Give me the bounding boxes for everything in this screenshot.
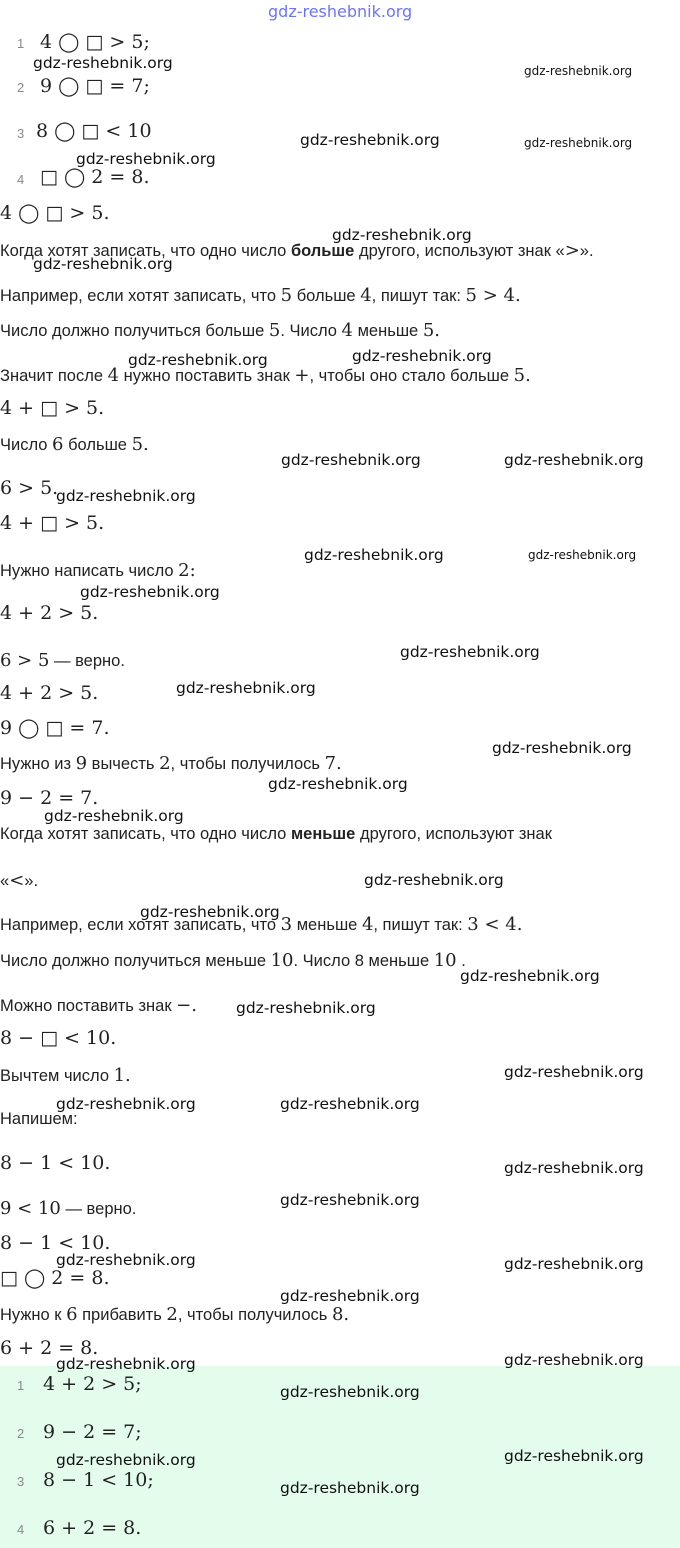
answer-number: 1 xyxy=(17,1378,25,1393)
watermark: gdz-reshebnik.org xyxy=(236,999,376,1017)
solution-line: 6 + 2 = 8. xyxy=(0,1337,99,1359)
watermark: gdz-reshebnik.org xyxy=(280,1095,420,1113)
task-expression: 9 ◯ □ = 7; xyxy=(40,75,150,97)
watermark: gdz-reshebnik.org xyxy=(400,643,540,661)
answer-number: 2 xyxy=(17,1426,25,1441)
watermark: gdz-reshebnik.org xyxy=(524,64,633,78)
watermark: gdz-reshebnik.org xyxy=(281,451,421,469)
watermark: gdz-reshebnik.org xyxy=(33,54,173,72)
watermark: gdz-reshebnik.org xyxy=(504,1159,644,1177)
task-number: 3 xyxy=(17,126,25,141)
watermark: gdz-reshebnik.org xyxy=(280,1383,420,1401)
answer-expression: 4 + 2 > 5; xyxy=(43,1373,142,1395)
watermark: gdz-reshebnik.org xyxy=(352,347,492,365)
answer-expression: 8 − 1 < 10; xyxy=(43,1469,154,1491)
solution-line: 9 − 2 = 7. xyxy=(0,787,99,809)
solution-line: Можно поставить знак −. xyxy=(0,995,197,1016)
solution-line: 8 − □ < 10. xyxy=(0,1027,117,1049)
watermark: gdz-reshebnik.org xyxy=(504,1447,644,1465)
solution-line: 4 + 2 > 5. xyxy=(0,682,99,704)
watermark: gdz-reshebnik.org xyxy=(280,1287,420,1305)
solution-line: Когда хотят записать, что одно число меньше другого, используют знак xyxy=(0,825,552,843)
watermark: gdz-reshebnik.org xyxy=(364,871,504,889)
solution-line: 8 − 1 < 10. xyxy=(0,1232,111,1254)
task-expression: 4 ◯ □ > 5; xyxy=(40,31,150,53)
watermark: gdz-reshebnik.org xyxy=(280,1191,420,1209)
solution-line: □ ◯ 2 = 8. xyxy=(0,1267,110,1289)
solution-line: Вычтем число 1. xyxy=(0,1065,131,1086)
solution-line: 4 ◯ □ > 5. xyxy=(0,202,110,224)
answer-number: 4 xyxy=(17,1522,25,1537)
solution-line: Число 6 больше 5. xyxy=(0,434,149,455)
solution-line: 4 + 2 > 5. xyxy=(0,602,99,624)
watermark: gdz-reshebnik.org xyxy=(300,131,440,149)
solution-line: Нужно из 9 вычесть 2, чтобы получилось 7. xyxy=(0,753,342,774)
watermark: gdz-reshebnik.org xyxy=(80,583,220,601)
watermark: gdz-reshebnik.org xyxy=(140,903,280,921)
solution-line: Например, если хотят записать, что 5 больше 4, пишут так: 5 > 4. xyxy=(0,285,521,306)
solution-line: 6 > 5. xyxy=(0,477,59,499)
watermark: gdz-reshebnik.org xyxy=(504,1351,644,1369)
solution-line: Число должно получиться больше 5. Число 4 меньше 5. xyxy=(0,320,440,341)
watermark: gdz-reshebnik.org xyxy=(280,1479,420,1497)
answer-expression: 6 + 2 = 8. xyxy=(43,1517,142,1539)
watermark: gdz-reshebnik.org xyxy=(76,150,216,168)
watermark: gdz-reshebnik.org xyxy=(44,807,184,825)
watermark: gdz-reshebnik.org xyxy=(524,136,633,150)
watermark: gdz-reshebnik.org xyxy=(56,1251,196,1269)
solution-line: 6 > 5 — верно. xyxy=(0,650,125,671)
solution-line: Нужно написать число 2: xyxy=(0,560,196,581)
watermark: gdz-reshebnik.org xyxy=(56,487,196,505)
answer-expression: 9 − 2 = 7; xyxy=(43,1421,142,1443)
solution-line: Значит после 4 нужно поставить знак +, чтобы оно стало больше 5. xyxy=(0,365,531,386)
watermark: gdz-reshebnik.org xyxy=(176,679,316,697)
solution-line: 9 < 10 — верно. xyxy=(0,1198,137,1219)
watermark: gdz-reshebnik.org xyxy=(304,546,444,564)
solution-line: Напишем: xyxy=(0,1110,78,1128)
watermark: gdz-reshebnik.org xyxy=(492,739,632,757)
watermark: gdz-reshebnik.org xyxy=(33,255,173,273)
task-number: 1 xyxy=(17,36,25,51)
watermark-top: gdz-reshebnik.org xyxy=(268,2,413,21)
task-expression: 8 ◯ □ < 10 xyxy=(36,120,152,142)
answer-number: 3 xyxy=(17,1474,25,1489)
watermark: gdz-reshebnik.org xyxy=(332,226,472,244)
watermark: gdz-reshebnik.org xyxy=(56,1095,196,1113)
task-number: 2 xyxy=(17,80,25,95)
solution-line: Когда хотят записать, что одно число больше другого, используют знак «>». xyxy=(0,240,594,261)
watermark: gdz-reshebnik.org xyxy=(528,548,637,562)
solution-line: 4 + □ > 5. xyxy=(0,512,105,534)
watermark: gdz-reshebnik.org xyxy=(56,1355,196,1373)
solution-line: 9 ◯ □ = 7. xyxy=(0,717,110,739)
solution-line: «<». xyxy=(0,870,39,891)
watermark: gdz-reshebnik.org xyxy=(128,351,268,369)
task-number: 4 xyxy=(17,172,25,187)
watermark: gdz-reshebnik.org xyxy=(460,967,600,985)
solution-line: 4 + □ > 5. xyxy=(0,397,105,419)
solution-line: Число должно получиться меньше 10. Число 8 меньше 10 . xyxy=(0,950,466,971)
watermark: gdz-reshebnik.org xyxy=(504,451,644,469)
watermark: gdz-reshebnik.org xyxy=(504,1063,644,1081)
task-expression: □ ◯ 2 = 8. xyxy=(40,166,150,188)
solution-line: Например, если хотят записать, что 3 меньше 4, пишут так: 3 < 4. xyxy=(0,914,523,935)
solution-line: Нужно к 6 прибавить 2, чтобы получилось 8. xyxy=(0,1304,350,1325)
solution-line: 8 − 1 < 10. xyxy=(0,1152,111,1174)
watermark: gdz-reshebnik.org xyxy=(504,1255,644,1273)
watermark: gdz-reshebnik.org xyxy=(56,1451,196,1469)
watermark: gdz-reshebnik.org xyxy=(268,775,408,793)
